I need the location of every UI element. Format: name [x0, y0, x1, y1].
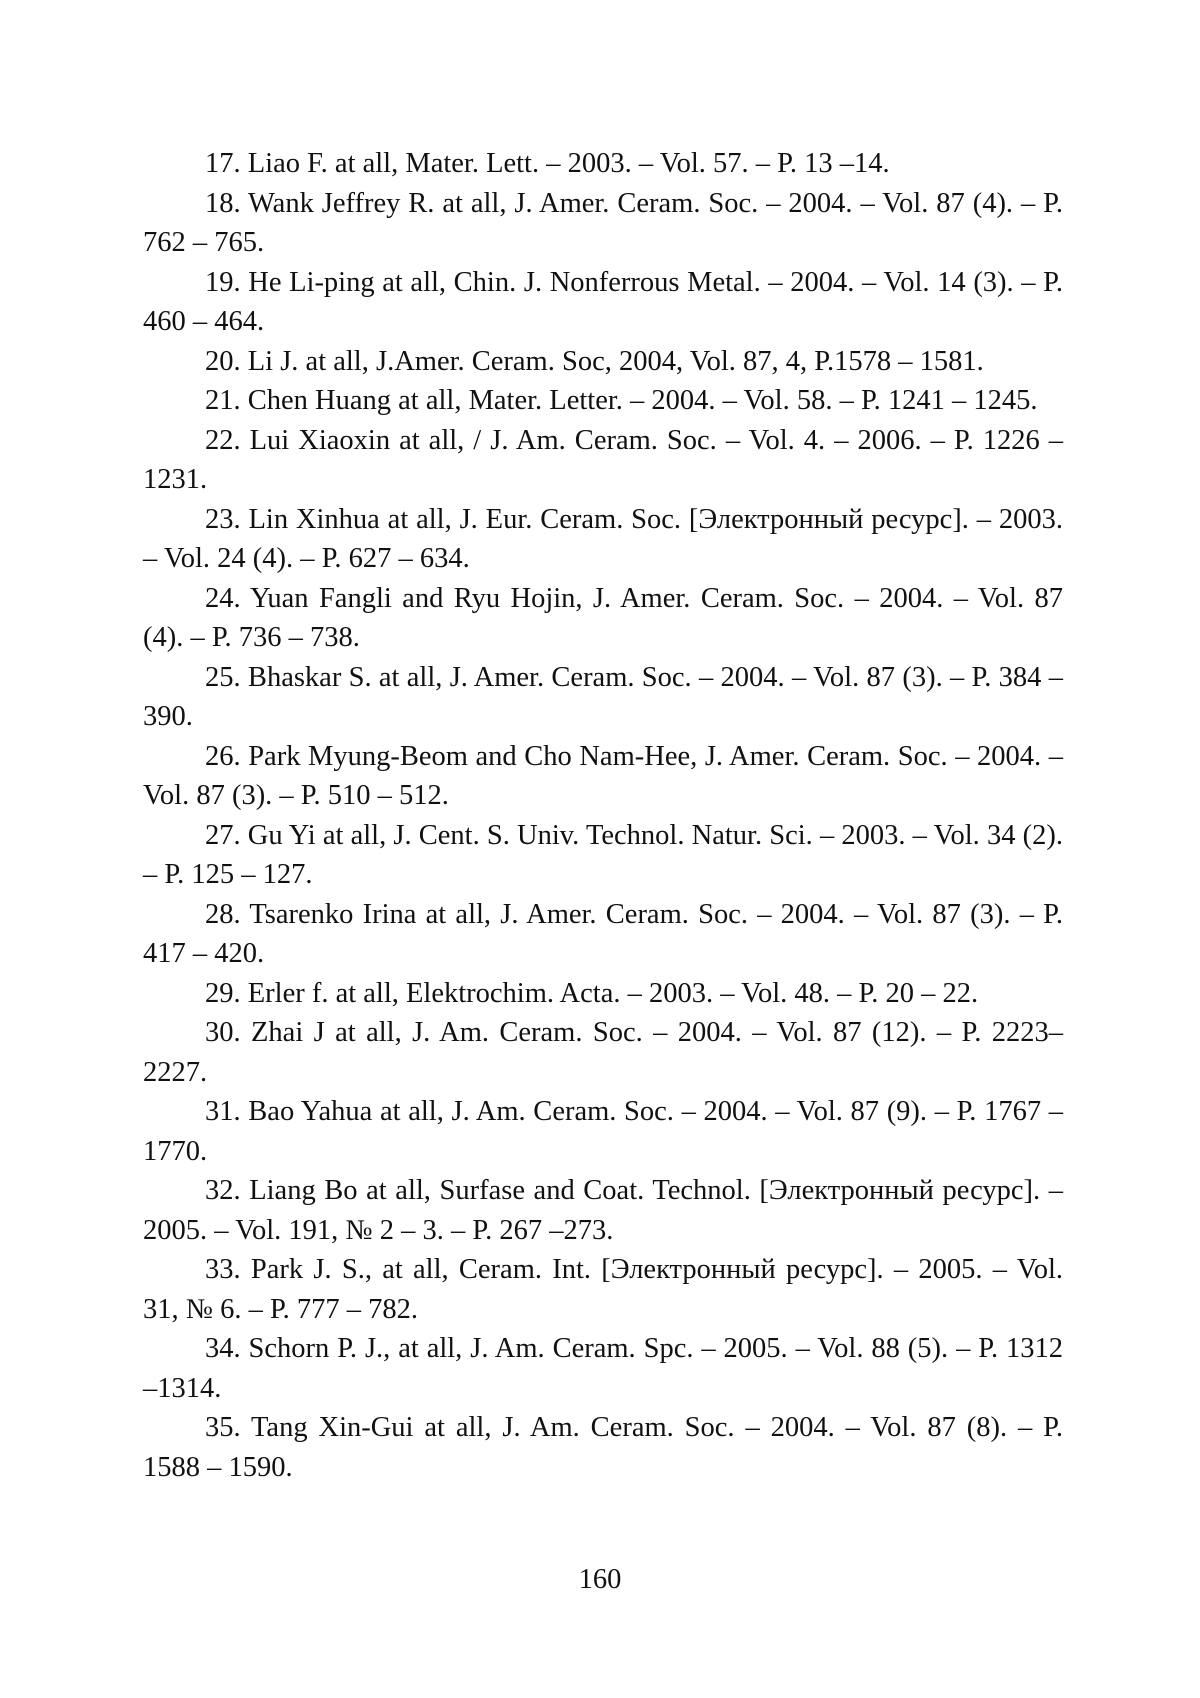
reference-item: 24. Yuan Fangli and Ryu Hojin, J. Amer. Ceram. Soc. – 2004. – Vol. 87 (4). – P. 736 – 738. [143, 582, 1063, 653]
reference-item: 34. Schorn P. J., at all, J. Am. Ceram. Spc. – 2005. – Vol. 88 (5). – P. 1312 –1314. [143, 1333, 1063, 1404]
reference-item: 35. Tang Xin-Gui at all, J. Am. Ceram. Soc. – 2004. – Vol. 87 (8). – P. 1588 – 1590. [143, 1412, 1063, 1483]
reference-item: 29. Erler f. at all, Elektrochim. Acta. – 2003. – Vol. 48. – P. 20 – 22. [205, 977, 979, 1009]
reference-item: 26. Park Myung-Beom and Cho Nam-Hee, J. Amer. Ceram. Soc. – 2004. – Vol. 87 (3). – P. 510 – 512. [143, 740, 1063, 811]
reference-item: 17. Liao F. at all, Mater. Lett. – 2003. – Vol. 57. – P. 13 –14. [205, 148, 890, 179]
reference-item: 31. Bao Yahua at all, J. Am. Ceram. Soc. – 2004. – Vol. 87 (9). – P. 1767 –1770. [143, 1096, 1063, 1167]
reference-item: 18. Wank Jeffrey R. at all, J. Amer. Ceram. Soc. – 2004. – Vol. 87 (4). – P. 762 – 765. [143, 187, 1063, 258]
reference-item: 32. Liang Bo at all, Surfase and Coat. Technol. [Электронный ресурс]. – 2005. – Vol. 191, № 2 – 3. – P. 267 –273. [143, 1175, 1063, 1246]
reference-item: 28. Tsarenko Irina at all, J. Amer. Ceram. Soc. – 2004. – Vol. 87 (3). – P. 417 – 420. [143, 898, 1063, 969]
reference-item: 25. Bhaskar S. at all, J. Amer. Ceram. Soc. – 2004. – Vol. 87 (3). – P. 384 – 390. [143, 661, 1063, 732]
reference-item: 19. He Li-ping at all, Chin. J. Nonferrous Metal. – 2004. – Vol. 14 (3). – P. 460 – 464. [143, 266, 1063, 337]
page-number: 160 [578, 1564, 622, 1595]
reference-item: 21. Chen Huang at all, Mater. Letter. – 2004. – Vol. 58. – P. 1241 – 1245. [205, 385, 1038, 416]
reference-item: 27. Gu Yi at all, J. Cent. S. Univ. Technol. Natur. Sci. – 2003. – Vol. 34 (2). – P. 125 – 127. [143, 819, 1063, 890]
reference-item: 23. Lin Xinhua at all, J. Eur. Ceram. Soc. [Электронный ресурс]. – 2003. – Vol. 24 (4). – P. 627 – 634. [143, 503, 1063, 574]
reference-list [143, 144, 1063, 1487]
reference-item: 20. Li J. at all, J.Amer. Ceram. Soc, 2004, Vol. 87, 4, P.1578 – 1581. [205, 345, 984, 377]
reference-item: 30. Zhai J at all, J. Am. Ceram. Soc. – 2004. – Vol. 87 (12). – P. 2223–2227. [143, 1017, 1063, 1088]
reference-item: 33. Park J. S., at all, Ceram. Int. [Электронный ресурс]. – 2005. – Vol. 31, № 6. – P. 777 – 782. [143, 1254, 1063, 1325]
reference-item: 22. Lui Xiaoxin at all, / J. Am. Ceram. Soc. – Vol. 4. – 2006. – P. 1226 – 1231. [143, 424, 1063, 495]
